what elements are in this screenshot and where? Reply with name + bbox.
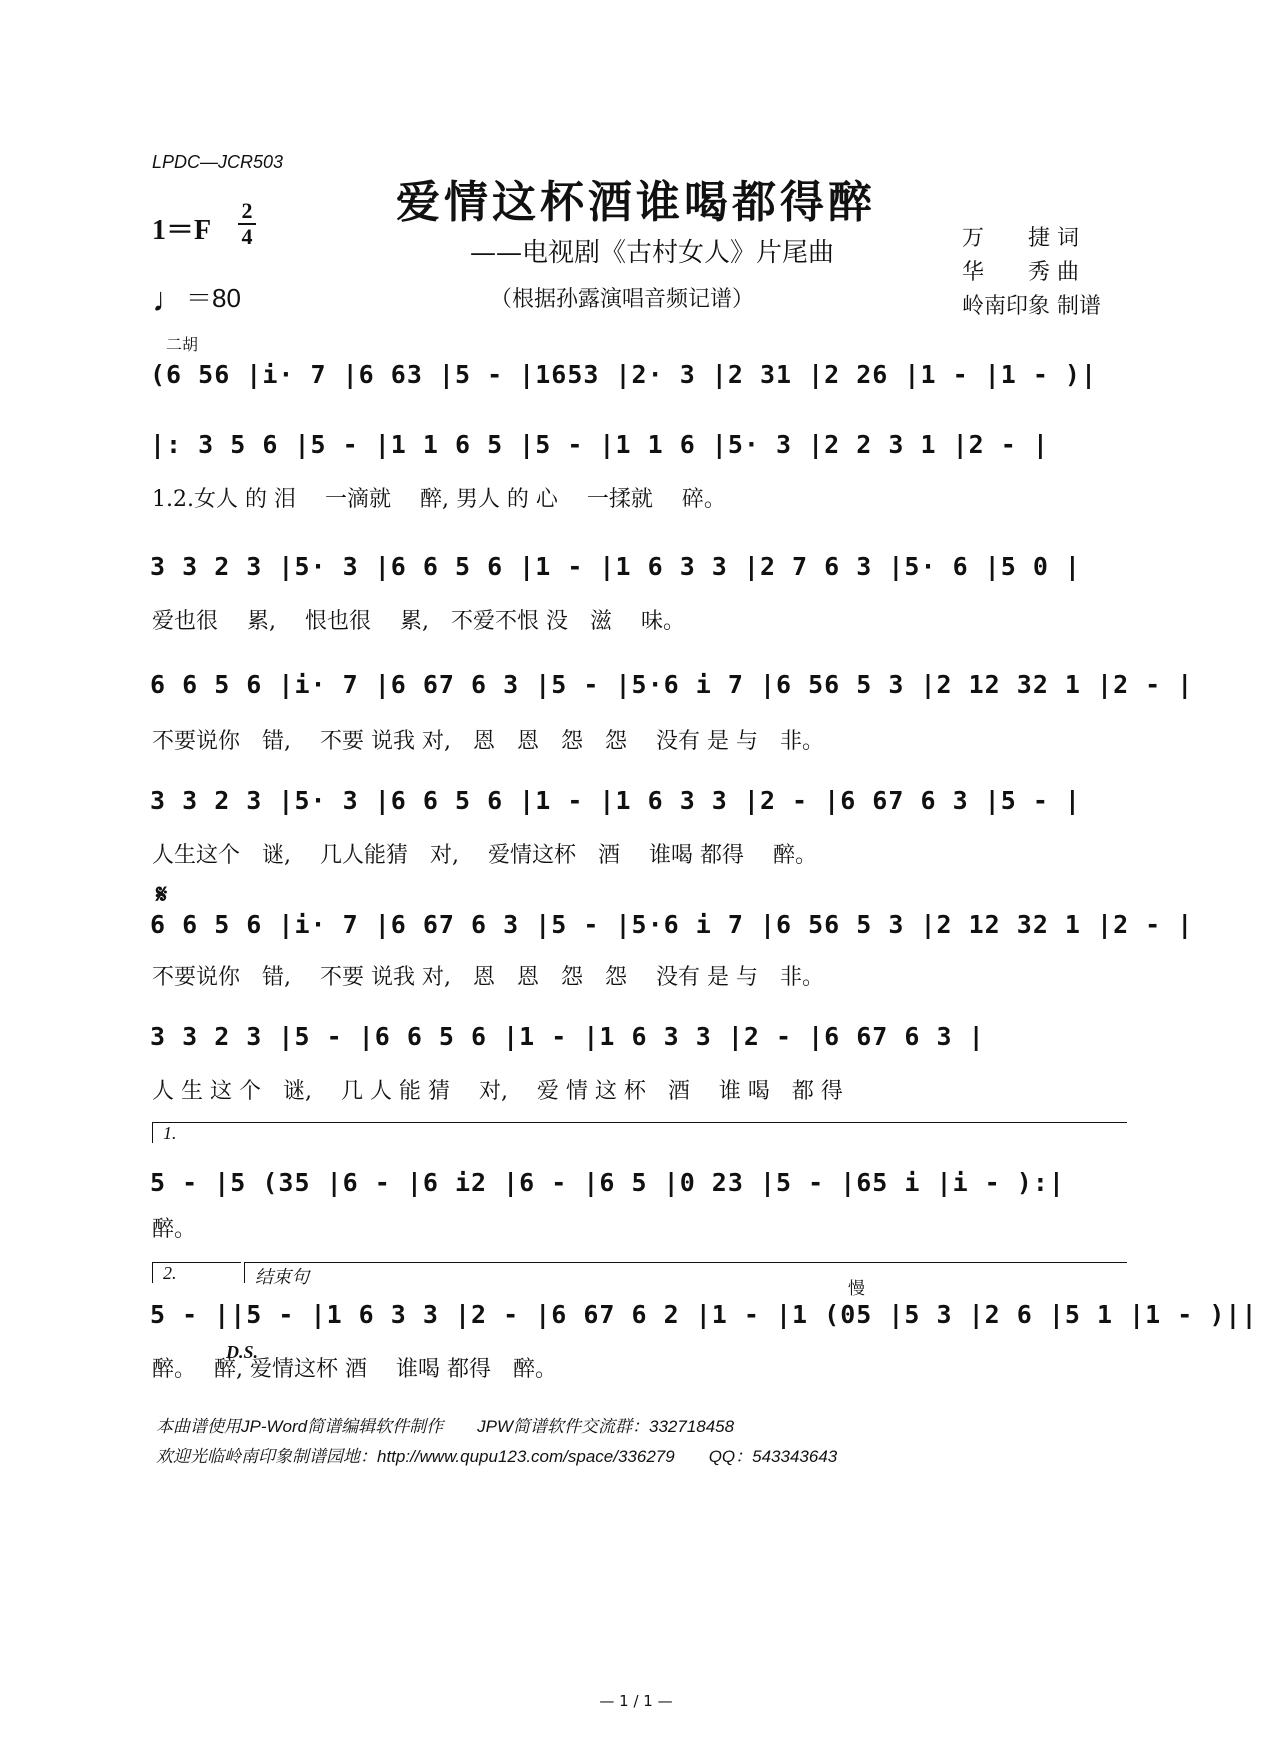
volta-1-label: 1. [163, 1123, 177, 1143]
ending-bracket [244, 1262, 1127, 1287]
staff-line-3: 3 3 2 3 |5· 3 |6 6 5 6 |1 - |1 6 3 3 |2 7 6 3 |5· 6 |5 0 | [150, 552, 1081, 581]
dal-segno-mark: D.S. [226, 1342, 259, 1362]
page-number: — 1 / 1 — [599, 1692, 673, 1710]
staff-line-1: (6 56 |i· 7 |6 63 |5 - |1653 |2· 3 |2 31 |2 26 |1 - |1 - )| [150, 360, 1098, 389]
lyric-line-9: 醉。 醉, 爱情这杯 酒 谁喝 都得 醉。 [152, 1357, 557, 1382]
song-subtitle: ——电视剧《古村女人》片尾曲 [470, 238, 835, 268]
lyric-line-7: 人 生 这 个 谜, 几 人 能 猜 对, 爱 情 这 杯 酒 谁 喝 都 得 [152, 1079, 843, 1104]
lyric-line-8: 醉。 [152, 1217, 197, 1242]
staff-line-5: 3 3 2 3 |5· 3 |6 6 5 6 |1 - |1 6 3 3 |2 - |6 67 6 3 |5 - | [150, 786, 1081, 815]
staff-line-2: |: 3 5 6 |5 - |1 1 6 5 |5 - |1 1 6 |5· 3 |2 2 3 1 |2 - | [150, 430, 1049, 459]
meter-bottom: 4 [241, 224, 253, 249]
staff-line-4: 6 6 5 6 |i· 7 |6 67 6 3 |5 - |5·6 i 7 |6 56 5 3 |2 12 32 1 |2 - | [150, 670, 1194, 699]
volta-2-bracket [152, 1262, 241, 1283]
song-title: 爱情这杯酒谁喝都得醉 [396, 177, 876, 228]
staff-line-9: 5 - ||5 - |1 6 3 3 |2 - |6 67 6 2 |1 - |1 (05 |5 3 |2 6 |5 1 |1 - )|| [150, 1300, 1258, 1329]
staff-line-6: 6 6 5 6 |i· 7 |6 67 6 3 |5 - |5·6 i 7 |6 56 5 3 |2 12 32 1 |2 - | [150, 910, 1194, 939]
instrument-label: 二胡 [166, 337, 199, 354]
lyric-line-4: 不要说你 错, 不要 说我 对, 恩 恩 怨 怨 没有 是 与 非。 [152, 729, 824, 754]
volta-2-label: 2. [163, 1263, 177, 1283]
meter-top: 2 [241, 198, 253, 223]
slow-marking: 慢 [848, 1279, 865, 1299]
key-signature: 1＝F [152, 215, 212, 246]
time-signature [238, 200, 256, 248]
lyric-line-6: 不要说你 错, 不要 说我 对, 恩 恩 怨 怨 没有 是 与 非。 [152, 965, 824, 990]
credits [962, 222, 1101, 324]
footer-line-1: 本曲谱使用JP-Word简谱编辑软件制作 JPW简谱软件交流群：332718458 [156, 1417, 735, 1436]
segno-sign: 𝄋 [156, 880, 168, 910]
tempo-value: ＝80 [186, 283, 241, 313]
staff-line-8: 5 - |5 (35 |6 - |6 i2 |6 - |6 5 |0 23 |5 - |65 i |i - ):| [150, 1168, 1065, 1197]
staff-line-7: 3 3 2 3 |5 - |6 6 5 6 |1 - |1 6 3 3 |2 - |6 67 6 3 | [150, 1022, 985, 1051]
arranger-credit: 岭南印象 制谱 [962, 294, 1101, 319]
score-code: LPDC—JCR503 [152, 152, 284, 172]
lyric-line-5: 人生这个 谜, 几人能猜 对, 爱情这杯 酒 谁喝 都得 醉。 [152, 843, 817, 868]
ending-label: 结束句 [255, 1267, 309, 1287]
lyric-line-3: 爱也很 累, 恨也很 累, 不爱不恨 没 滋 味。 [152, 609, 685, 634]
quarter-note-icon: ♩ [152, 281, 186, 319]
composer-credit: 华 秀 曲 [962, 260, 1079, 285]
lyric-line-2: 1.2.女人 的 泪 一滴就 醉, 男人 的 心 一揉就 碎。 [152, 487, 726, 512]
tempo-marking [152, 278, 241, 320]
lyricist-credit: 万 捷 词 [962, 226, 1079, 251]
transcription-note: （根据孙露演唱音频记谱） [490, 287, 755, 312]
footer-line-2: 欢迎光临岭南印象制谱园地：http://www.qupu123.com/space/336279 QQ：543343643 [156, 1447, 838, 1466]
volta-1-bracket [152, 1122, 1127, 1143]
